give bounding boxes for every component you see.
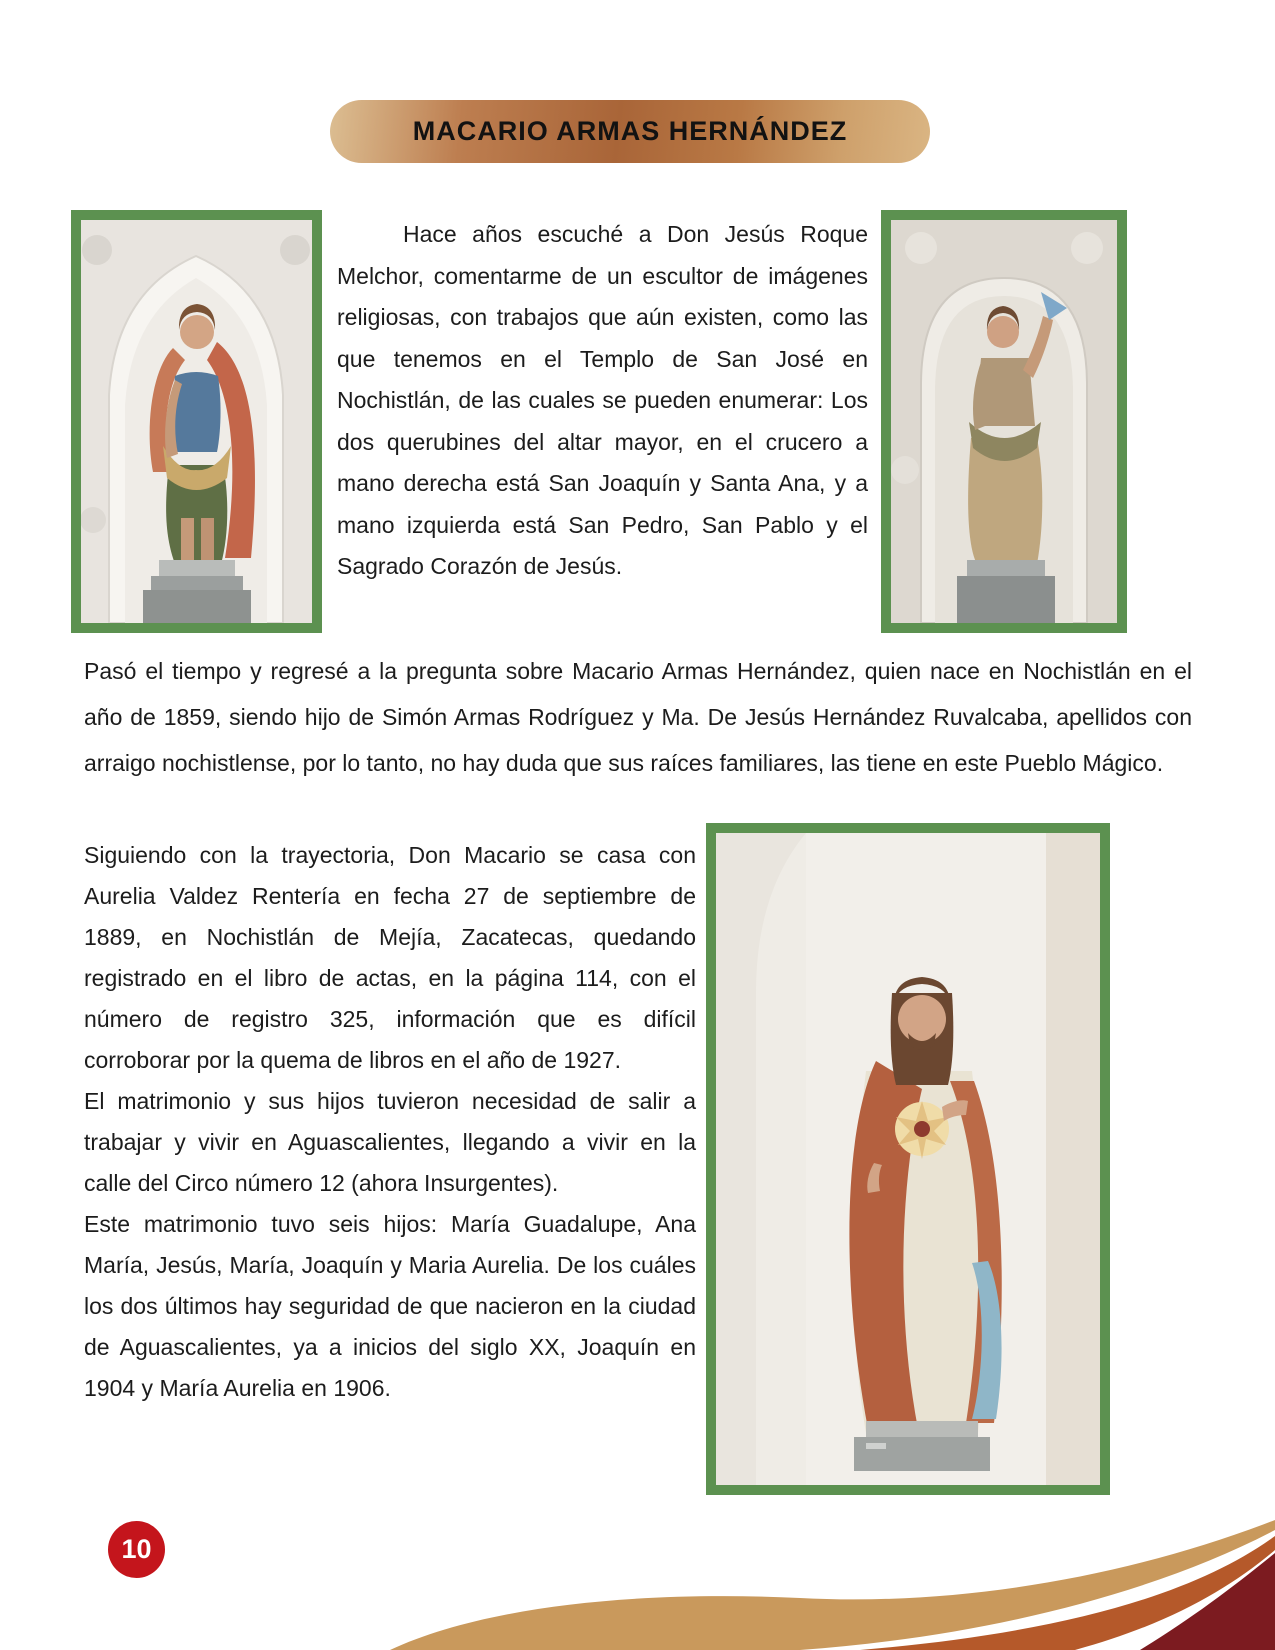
statue-pedestal	[957, 576, 1055, 623]
wall-shadow	[1046, 833, 1100, 1485]
plaster-rosette	[81, 507, 106, 533]
page-title: MACARIO ARMAS HERNÁNDEZ	[412, 116, 848, 146]
jesus-head	[898, 995, 946, 1043]
statue-pedestal	[159, 560, 235, 576]
plaster-scroll	[1071, 232, 1103, 264]
sacred-heart	[914, 1121, 930, 1137]
statue-pedestal	[143, 590, 251, 623]
statue-warrior-illustration	[81, 220, 312, 623]
title-banner	[330, 100, 930, 163]
statue-pedestal	[967, 560, 1045, 576]
bottom-text-column	[84, 835, 696, 1409]
sacred-heart-illustration	[716, 833, 1100, 1485]
plaster-scroll	[891, 456, 919, 484]
paragraph-marriage: Siguiendo con la trayectoria, Don Macario se casa con Aurelia Valdez Rentería en fecha 27 de septiembre de 1889, en Nochistlán de Mejía, Zacatecas, quedando registrado en el libro de actas, en la página 114, con el número de registro 325, información que es difícil corroborar por la quema de libros en el año de 1927.	[84, 842, 696, 1073]
photo-statue-warrior-saint	[71, 210, 322, 633]
statue-head	[987, 316, 1019, 348]
paragraph-intro: Hace años escuché a Don Jesús Roque Melchor, comentarme de un escultor de imágenes religiosas, con trabajos que aún existen, como las que tenemos en el Templo de San José en Nochistlán, de las cuales se pueden enumerar: Los dos querubines del altar mayor, en el crucero a mano derecha está San Joaquín y Santa Ana, y a mano izquierda está San Pedro, San Pablo y el Sagrado Corazón de Jesús.	[337, 221, 868, 579]
footer-wave-decoration	[330, 1438, 1275, 1650]
statue-head	[180, 315, 214, 349]
statue-leg	[201, 518, 214, 566]
page-number: 10	[121, 1534, 152, 1564]
paragraph-children: Este matrimonio tuvo seis hijos: María Guadalupe, Ana María, Jesús, María, Joaquín y Maria Aurelia. De los cuáles los dos últimos hay seguridad de que nacieron en la ciudad de Aguascalientes, ya a inicios del siglo XX, Joaquín en 1904 y María Aurelia en 1906.	[84, 1211, 696, 1401]
page-number-badge	[108, 1521, 165, 1578]
wall-arch	[756, 833, 806, 1485]
plaster-rosette	[280, 235, 310, 265]
statue-pedestal	[151, 576, 243, 590]
statue-leg	[181, 518, 194, 566]
paragraph-origins: Pasó el tiempo y regresé a la pregunta sobre Macario Armas Hernández, quien nace en Nochistlán en el año de 1859, siendo hijo de Simón Armas Rodríguez y Ma. De Jesús Hernández Ruvalcaba, apellidos con arraigo nochistlense, por lo tanto, no hay duda que sus raíces familiares, las tiene en este Pueblo Mágico.	[84, 658, 1192, 776]
statue-raised-arm-illustration	[891, 220, 1117, 623]
photo-sacred-heart-statue	[706, 823, 1110, 1495]
paragraph-move: El matrimonio y sus hijos tuvieron necesidad de salir a trabajar y vivir en Aguascalientes, llegando a vivir en la calle del Circo número 12 (ahora Insurgentes).	[84, 1088, 696, 1196]
wave-tan	[390, 1520, 1275, 1650]
photo-statue-raised-arm	[881, 210, 1127, 633]
plaster-scroll	[905, 232, 937, 264]
plaster-rosette	[82, 235, 112, 265]
statue-pedestal	[866, 1421, 978, 1437]
